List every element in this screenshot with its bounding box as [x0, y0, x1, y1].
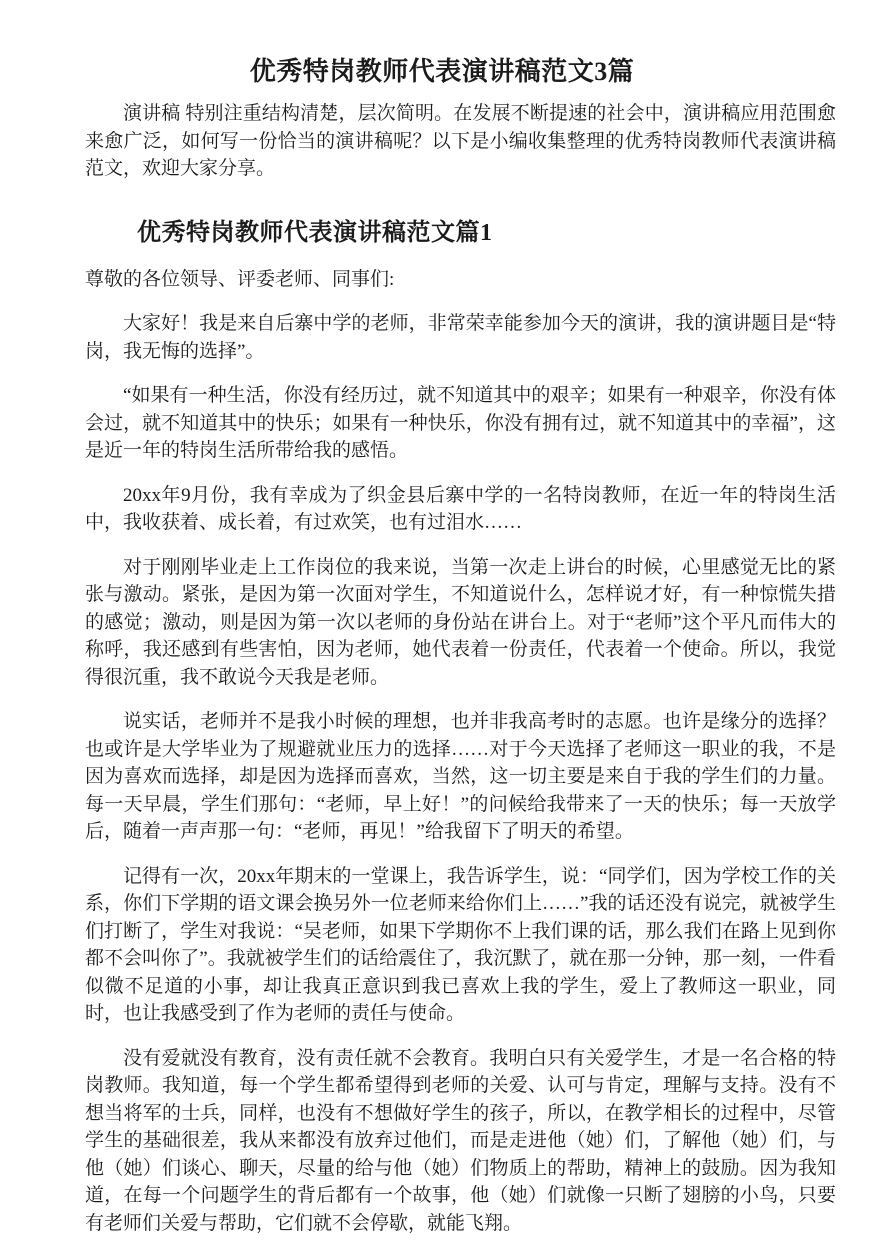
salutation-line: 尊敬的各位领导、评委老师、同事们: — [85, 268, 395, 290]
document-body — [0, 100, 884, 1237]
speech-paragraph-2: “如果有一种生活，你没有经历过，就不知道其中的艰辛；如果有一种艰辛，你没有体会过，就不知道其中的快乐；如果有一种快乐，你没有拥有过，就不知道其中的幸福”，这是近一年的特岗生活所带给我的感悟。 — [85, 385, 836, 461]
intro-paragraph: 演讲稿 特别注重结构清楚，层次简明。在发展不断提速的社会中，演讲稿应用范围愈来愈广泛，如何写一份恰当的演讲稿呢？以下是小编收集整理的优秀特岗教师代表演讲稿范文，欢迎大家分享。 — [85, 103, 836, 179]
speech-paragraph-4: 对于刚刚毕业走上工作岗位的我来说，当第一次走上讲台的时候，心里感觉无比的紧张与激动。紧张，是因为第一次面对学生，不知道说什么，怎样说才好，有一种惊慌失措的感觉；激动，则是因为第一次以老师的身份站在讲台上。对于“老师”这个平凡而伟大的称呼，我还感到有些害怕，因为老师，她代表着一份责任，代表着一个使命。所以，我觉得很沉重，我不敢说今天我是老师。 — [85, 556, 836, 688]
speech-paragraph-1: 大家好！我是来自后寨中学的老师，非常荣幸能参加今天的演讲，我的演讲题目是“特岗，我无悔的选择”。 — [85, 313, 836, 362]
speech-paragraph-3: 20xx年9月份，我有幸成为了织金县后寨中学的一名特岗教师，在近一年的特岗生活中，我收获着、成长着，有过欢笑，也有过泪水…… — [85, 484, 836, 533]
speech-paragraph-6: 记得有一次，20xx年期末的一堂课上，我告诉学生，说：“同学们，因为学校工作的关系，你们下学期的语文课会换另外一位老师来给你们上……”我的话还没有说完，就被学生们打断了，学生对我说：“吴老师，如果下学期你不上我们课的话，那么我们在路上见到你都不会叫你了”。我就被学生们的话给震住了，我沉默了，就在那一分钟，那一刻，一件看似微不足道的小事，却让我真正意识到我已喜欢上我的学生，爱上了教师这一职业，同时，也让我感受到了作为老师的责任与使命。 — [85, 865, 836, 1024]
speech-paragraph-5: 说实话，老师并不是我小时候的理想，也并非我高考时的志愿。也许是缘分的选择？也或许是大学毕业为了规避就业压力的选择……对于今天选择了老师这一职业的我，不是因为喜欢而选择，却是因为选择而喜欢，当然，这一切主要是来自于我的学生们的力量。每一天早晨，学生们那句：“老师，早上好！”的问候给我带来了一天的快乐；每一天放学后，随着一声声那一句：“老师，再见！”给我留下了明天的希望。 — [85, 711, 836, 842]
document-title: 优秀特岗教师代表演讲稿范文3篇 — [249, 57, 635, 86]
section-heading: 优秀特岗教师代表演讲稿范文篇1 — [137, 219, 493, 246]
speech-paragraph-7: 没有爱就没有教育，没有责任就不会教育。我明白只有关爱学生，才是一名合格的特岗教师。我知道，每一个学生都希望得到老师的关爱、认可与肯定，理解与支持。没有不想当将军的士兵，同样，也没有不想做好学生的孩子，所以，在教学相长的过程中，尽管学生的基础很差，我从来都没有放弃过他们，而是走进他（她）们，了解他（她）们，与他（她）们谈心、聊天，尽量的给与他（她）们物质上的帮助，精神上的鼓励。因为我知道，在每一个问题学生的背后都有一个故事，他（她）们就像一只断了翅膀的小鸟，只要有老师们关爱与帮助，它们就不会停歇，就能飞翔。 — [85, 1047, 836, 1234]
